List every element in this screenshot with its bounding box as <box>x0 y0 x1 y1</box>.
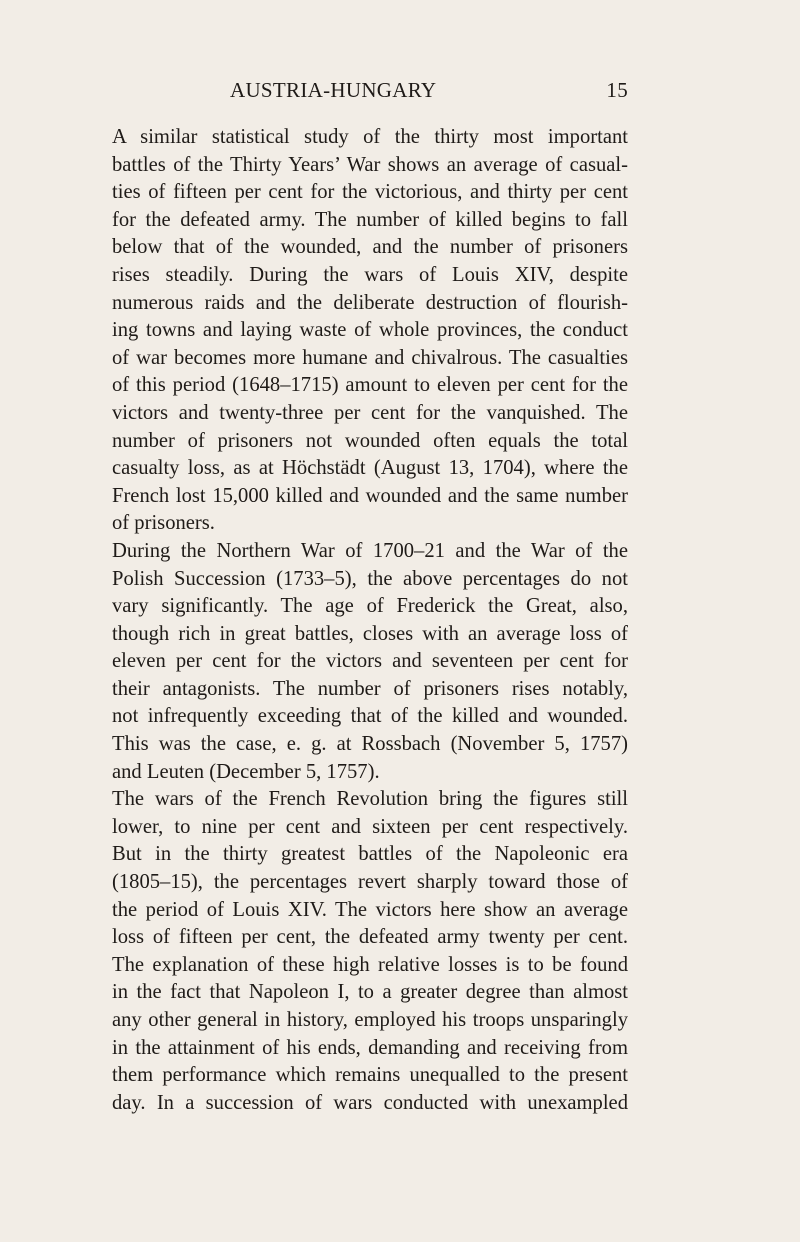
text-line: in the fact that Napoleon I, to a greater degree than almost <box>112 981 628 1004</box>
text-line: vary significantly. The age of Frederick the Great, also, <box>112 595 628 618</box>
text-line: A similar statistical study of the thirty most important <box>112 126 628 148</box>
text-line: ties of fifteen per cent for the victorious, and thirty per cent <box>112 181 628 204</box>
text-line: their antagonists. The number of prisoners rises notably, <box>112 677 628 700</box>
text-line: not infrequently exceeding that of the killed and wounded. <box>112 705 628 728</box>
text-line: for the defeated army. The number of killed begins to fall <box>112 208 628 231</box>
page-number: 15 <box>606 78 628 102</box>
text-line: numerous raids and the deliberate destruction of flourish- <box>112 291 628 314</box>
text-line: ing towns and laying waste of whole provinces, the conduct <box>112 319 628 342</box>
text-line: The explanation of these high relative losses is to be found <box>112 953 628 976</box>
text-line: The wars of the French Revolution bring the figures still <box>112 788 628 811</box>
text-line: casualty loss, as at Höchstädt (August 13, 1704), where the <box>112 457 628 480</box>
text-line: of prisoners. <box>112 512 215 535</box>
text-line: loss of fifteen per cent, the defeated army twenty per cent. <box>112 926 628 949</box>
text-line: below that of the wounded, and the number of prisoners <box>112 236 628 259</box>
text-line: and Leuten (December 5, 1757). <box>112 760 380 783</box>
text-line: eleven per cent for the victors and seventeen per cent for <box>112 650 628 673</box>
text-line: them performance which remains unequalled to the present <box>112 1064 628 1087</box>
text-line: in the attainment of his ends, demanding and receiving from <box>112 1036 628 1059</box>
text-line: of this period (1648–1715) amount to eleven per cent for the <box>112 374 628 397</box>
text-line: victors and twenty-three per cent for the vanquished. The <box>112 401 628 424</box>
text-line: Polish Succession (1733–5), the above percentages do not <box>112 567 628 590</box>
text-line: During the Northern War of 1700–21 and the War of the <box>112 539 628 562</box>
text-line: French lost 15,000 killed and wounded and the same number <box>112 484 628 507</box>
text-line: number of prisoners not wounded often equals the total <box>112 429 628 452</box>
text-line: the period of Louis XIV. The victors here show an average <box>112 898 628 921</box>
running-title: AUSTRIA-HUNGARY <box>230 78 437 102</box>
running-head <box>112 78 628 108</box>
body-text <box>112 124 628 1117</box>
text-line: day. In a succession of wars conducted with unexampled <box>112 1091 628 1114</box>
text-line: battles of the Thirty Years’ War shows an average of casual- <box>112 153 628 176</box>
text-line: of war becomes more humane and chivalrous. The casualties <box>112 346 628 369</box>
text-line: This was the case, e. g. at Rossbach (November 5, 1757) <box>112 733 628 756</box>
text-line: But in the thirty greatest battles of the Napoleonic era <box>112 843 628 866</box>
text-line: any other general in history, employed his troops unsparingly <box>112 1009 628 1031</box>
text-line: rises steadily. During the wars of Louis XIV, despite <box>112 263 628 286</box>
text-line: though rich in great battles, closes with an average loss of <box>112 622 628 645</box>
text-line: (1805–15), the percentages revert sharply toward those of <box>112 871 628 894</box>
text-line: lower, to nine per cent and sixteen per cent respectively. <box>112 815 628 838</box>
